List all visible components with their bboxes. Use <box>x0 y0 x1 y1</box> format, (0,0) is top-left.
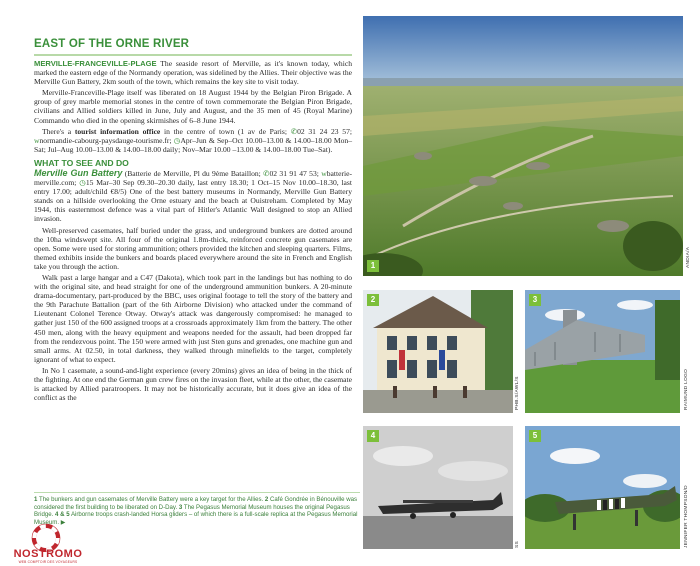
sight-name: Merville Gun Battery <box>34 167 123 178</box>
aerial-landscape-image <box>363 16 683 276</box>
caption-2: Café Gondrée in Bénouville was considered the first building to be liberated on D-Day. <box>34 496 358 511</box>
ti-hours: Apr–Jun & Sep–Oct 10.00–13.00 & 14.00–18.00 Mon–Sat; Jul–Aug 10.00–13.00 & 14.00–18.00 daily; Nov–Mar 10.00 –13.00 & 14.00–18.00 Tue–Sat). <box>34 135 352 154</box>
photo-badge-1: 1 <box>367 260 379 272</box>
ti-website[interactable]: normandie-cabourg-paysdauge-tourisme.fr; <box>39 135 174 145</box>
caption-num-2: 2 <box>264 496 269 503</box>
section-title: EAST OF THE ORNE RIVER <box>34 38 190 50</box>
caption-3: The Pegasus Memorial Museum houses the original Pegasus Bridge. <box>34 503 350 519</box>
web-icon: w <box>321 168 327 178</box>
paragraph-sound-light: In No 1 casemate, a sound-and-light experience (every 20mins) gives an idea of being in the thick of the fighting. At one end the German gun crew fires on the invasion fleet, while at the other, the casemate is attacked by Allied paratroopers. It may not be historically accurate, but it does give an idea of the conflict as the <box>34 365 352 403</box>
battery-phone: 02 31 91 47 53; <box>269 168 322 178</box>
paragraph-battery <box>34 169 352 224</box>
arrow-icon: ▶ <box>60 518 66 526</box>
ti-text-c: in the centre of town (1 av de Paris; <box>160 126 291 136</box>
caption-num-3: 3 <box>178 503 183 511</box>
photo-badge-3: 3 <box>529 294 541 306</box>
caption-num-4: 4 & 5 <box>55 511 70 519</box>
paragraph-intro <box>34 59 352 86</box>
phone-icon: ✆ <box>290 126 298 136</box>
caption-1: The bunkers and gun casemates of Merville Battery were a key target for the Allies. <box>37 496 265 503</box>
battery-address: (Batterie de Merville, Pl du 9ème Bataillon; <box>122 168 264 178</box>
photo-cafe-gondree <box>363 290 513 413</box>
photo-pegasus-bridge <box>525 290 680 413</box>
photo-merville-aerial <box>363 16 683 276</box>
section-rule <box>34 54 352 56</box>
paragraph-tourist-info <box>34 127 352 154</box>
glider-replica-image <box>525 426 680 549</box>
battery-website[interactable]: batterie-merville.com; <box>34 168 352 188</box>
photo-credit-2: PHB.S/AWL/S <box>515 376 520 410</box>
ti-phone: 02 31 24 23 57; <box>297 126 353 136</box>
photo-horsa-glider-replica <box>525 426 680 549</box>
bridge-image <box>525 290 680 413</box>
ti-bold: tourist information office <box>74 126 161 136</box>
phone-icon: ✆ <box>263 168 270 178</box>
photo-credit-4: SS <box>515 541 520 548</box>
photo-badge-4: 4 <box>367 430 379 442</box>
photo-credit-5: JENNIFER THOMPSON/D <box>684 485 689 548</box>
web-icon: w <box>34 135 40 145</box>
photo-badge-5: 5 <box>529 430 541 442</box>
clock-icon: ◷ <box>173 135 181 145</box>
intro-text: The seaside resort of Merville, as it's known today, which marked the eastern edge of the Normandy operation, was sidelined by the Allies. Their objective was the Merville Gun Battery, 2km south of the town, which remains the key site to visit today. <box>34 59 352 87</box>
photo-badge-2: 2 <box>367 294 379 306</box>
photo-credit-1: ANDIA/A <box>686 246 691 268</box>
cafe-building-image <box>363 290 513 413</box>
logo-name: NOSTROMO <box>13 548 83 560</box>
glider-bw-image <box>363 426 513 549</box>
ti-text-a: There's a <box>42 126 75 136</box>
paragraph-otway: Walk past a large hangar and a C47 (Dakota), which took part in the landings but has nothing to do with the original site, and head straight for one of the underground ammunition bunkers. A 20-minute drama-documentary, part-produced by the BBC, uses original footage to tell the story of the battery and the 9th Parachute Battalion (part of the 6th Airborne Division) who attacked under the command of Lieutenant Colonel Terence Otway. Otway's attack was dangerously compromised: he managed to gather just 150 of the 600 assigned troops at a crossroads approximately 1km from the battery. The other 450 men, along with the heavy equipment and weapons needed for the assault, had been dropped far from the rendezvous point. The 150 were armed with just Sten guns and grenades, one machine gun and small arms. At 02.50, in total darkness, they walked through minefields to the target, completely ignorant of what to expect. <box>34 272 352 364</box>
clock-icon: ◷ <box>79 178 86 188</box>
subheading: WHAT TO SEE AND DO <box>34 157 129 168</box>
photo-horsa-glider-bw <box>363 426 513 549</box>
town-keyword: MERVILLE-FRANCEVILLE-PLAGE <box>34 59 157 68</box>
battery-details: 15 Mar–30 Sep 09.30–20.30 daily, last entry 18.30; 1 Oct–15 Nov 10.00–18.30, last entry 17.00; adult/child €8/5) One of the best battery museums in Normandy, Merville Gun Battery stands on a hillside overlooking the Orne estuary and the beach at Ouistreham. Completed by May 1944, this easternmost defence was a vital part of Hitler's Atlantic Wall designed to stop an Allied invasion. <box>34 178 352 224</box>
main-text-column <box>34 38 352 404</box>
photo-credit-3: RAIMUND LOGO <box>684 368 689 410</box>
caption-4: Airborne troops crash-landed Horsa gliders – of which there is a full-scale replica at the Pegasus Memorial Museum. <box>34 511 358 526</box>
nostromo-logo <box>6 522 84 562</box>
logo-tagline: WEB COMPTOIR DES VOYAGEURS <box>18 560 78 564</box>
paragraph-casemates: Well-preserved casemates, half buried under the grass, and underground bunkers are dotted around the 10ha windswept site. All four of the original 1.8m-thick, reinforced concrete gun casemates are open. Some were used for storing ammunition; others provided the kitchen and sleeping quarters. Films, themed exhibits inside the bunkers and boards placed everywhere around the site in French and English take you through the action. <box>34 225 352 271</box>
caption-num-1: 1 <box>34 496 38 503</box>
paragraph-liberation: Merville-Franceville-Plage itself was liberated on 18 August 1944 by the Belgian Piron Brigade. A group of grey marble memorial stones in the centre of town commemorate the Belgian Piron Brigade, civilians and Allied soldiers killed in June, July and August, and the 35 men of 45 (Royal Marine) Commando who died in the opening skirmishes of 6–8 June 1944. <box>34 88 352 125</box>
